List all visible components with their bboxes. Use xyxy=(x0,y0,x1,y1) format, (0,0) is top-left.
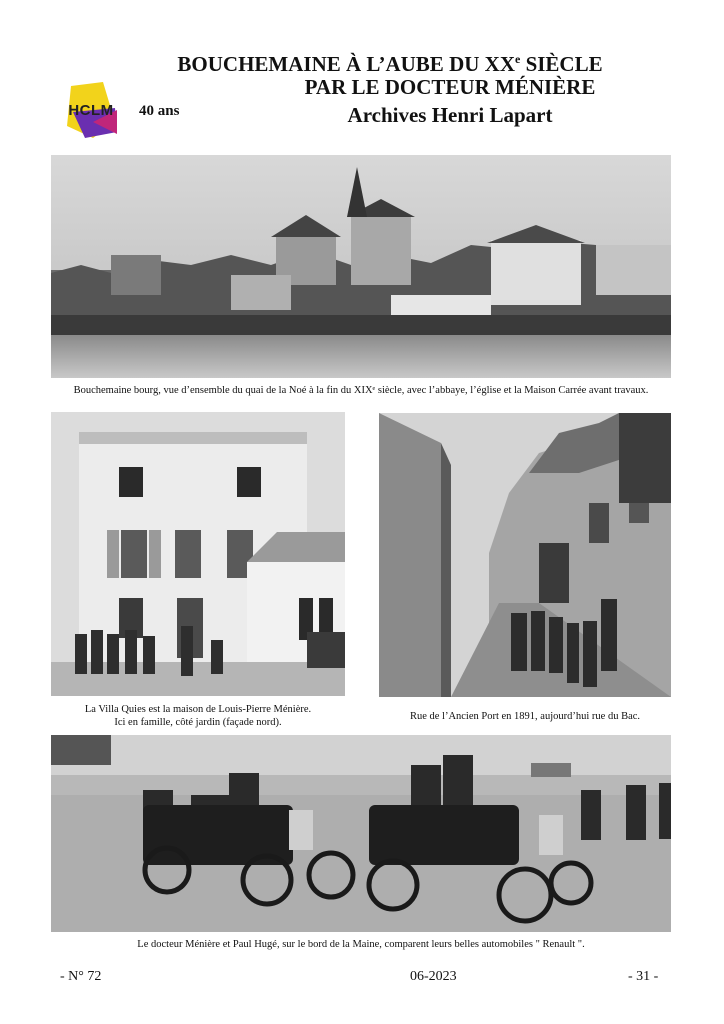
photo-villa-quies xyxy=(51,412,345,696)
caption-photo2-line2: Ici en famille, côté jardin (façade nord). xyxy=(114,717,282,728)
title-line1-sup: e xyxy=(514,52,521,66)
footer-issue: - N° 72 xyxy=(60,969,102,984)
logo-text: HCLM xyxy=(68,102,114,119)
anniversary-label: 40 ans xyxy=(139,103,180,119)
photo-bourg-panorama xyxy=(51,155,671,378)
caption-photo4: Le docteur Ménière et Paul Hugé, sur le bord de la Maine, comparent leurs belles automobiles " Renault ". xyxy=(137,939,585,950)
page-subtitle: Archives Henri Lapart xyxy=(347,103,553,127)
caption-photo2-line1: La Villa Quies est la maison de Louis-Pierre Ménière. xyxy=(84,704,312,715)
footer-date: 06-2023 xyxy=(410,969,457,984)
title-line1-main: BOUCHEMAINE À L’AUBE DU XX xyxy=(177,52,515,76)
photo-automobiles xyxy=(51,735,671,932)
page-title-line2: PAR LE DOCTEUR MÉNIÈRE xyxy=(304,75,596,99)
page-title-line1 xyxy=(120,46,660,77)
caption-photo2 xyxy=(51,703,345,729)
caption-photo3: Rue de l’Ancien Port en 1891, aujourd’hui rue du Bac. xyxy=(409,711,641,722)
hclm-logo xyxy=(63,82,119,138)
photo-rue-ancien-port xyxy=(379,413,671,697)
caption-photo1: Bouchemaine bourg, vue d’ensemble du quai de la Noé à la fin du XIXᵉ siècle, avec l’abbaye, l’église et la Maison Carrée avant travaux. xyxy=(73,385,649,396)
footer-page-number: - 31 - xyxy=(628,969,659,984)
title-line1-end: SIÈCLE xyxy=(520,52,603,76)
